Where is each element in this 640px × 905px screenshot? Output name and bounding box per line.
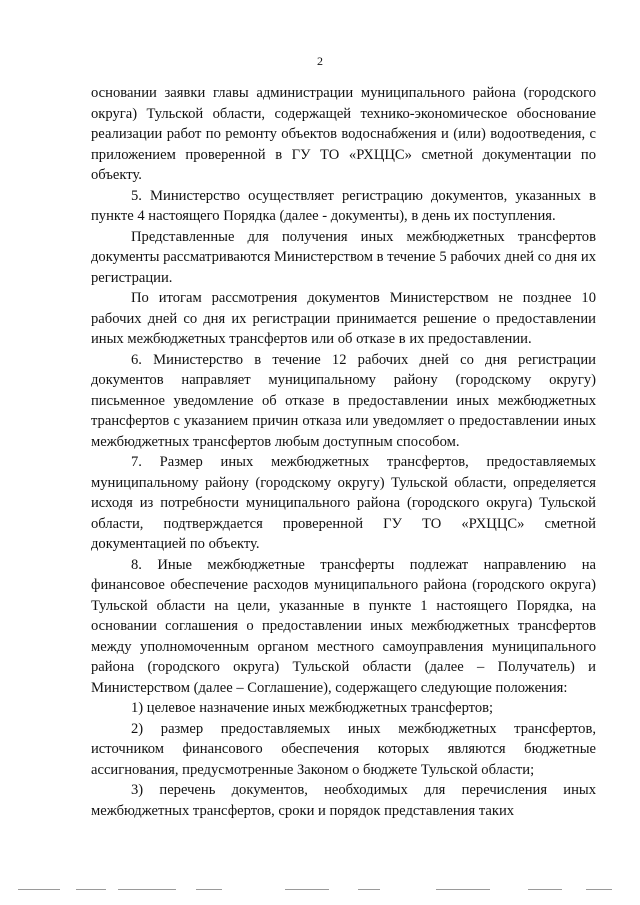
- list-item-2: 2) размер предоставляемых иных межбюджетных трансфертов, источником финансового обеспечения которых являются бюджетные ассигнования, предусмотренные Законом о бюджете Тульской области;: [91, 720, 596, 778]
- paragraph-item-7: 7. Размер иных межбюджетных трансфертов, предоставляемых муниципальному району (городскому округу) Тульской области, определяется исходя из потребности муниципального района (городского округа) Тульской области, подтверждается проверенной ГУ ТО «РХЦЦС» сметной документацией по объекту.: [91, 454, 596, 552]
- list-item-1: 1) целевое назначение иных межбюджетных трансфертов;: [131, 700, 494, 716]
- paragraph-decision: По итогам рассмотрения документов Министерством не позднее 10 рабочих дней со дня их регистрации принимается решение о предоставлении иных межбюджетных трансфертов или об отказе в их предоставлении.: [91, 290, 596, 347]
- paragraph-item-6: 6. Министерство в течение 12 рабочих дней со дня регистрации документов направляет муниципальному району (городскому округу) письменное уведомление об отказе в предоставлении иных межбюджетных трансфертов с указанием причин отказа или уведомляет о предоставлении иных межбюджетных трансфертов любым доступным способом.: [91, 351, 596, 450]
- paragraph-item-8: 8. Иные межбюджетные трансферты подлежат направлению на финансовое обеспечение расходов муниципального района (городского округа) Тульской области на цели, указанные в пункте 1 настоящего Порядка, на основании соглашения о предоставлении иных межбюджетных трансфертов между уполномоченным органом местного самоуправления муниципального района (городского округа) Тульской области (далее – Получатель) и Министерством (далее – Соглашение), содержащего следующие положения:: [91, 556, 596, 696]
- scan-artifact-marks: [0, 889, 640, 895]
- paragraph-review-period: Представленные для получения иных межбюджетных трансфертов документы рассматриваются Министерством в течение 5 рабочих дней со дня их регистрации.: [91, 228, 596, 286]
- page-number: 2: [317, 54, 323, 68]
- list-item-3: 3) перечень документов, необходимых для перечисления иных межбюджетных трансфертов, сроки и порядок представления таких: [91, 782, 596, 819]
- paragraph-item-5: 5. Министерство осуществляет регистрацию документов, указанных в пункте 4 настоящего Порядка (далее - документы), в день их поступления.: [91, 187, 596, 224]
- document-body: [91, 83, 596, 821]
- paragraph-continuation: основании заявки главы администрации муниципального района (городского округа) Тульской области, содержащей технико-экономическое обоснование реализации работ по ремонту объектов водоснабжения и (или) водоотведения, с приложением проверенной в ГУ ТО «РХЦЦС» сметной документации по объекту.: [91, 85, 596, 183]
